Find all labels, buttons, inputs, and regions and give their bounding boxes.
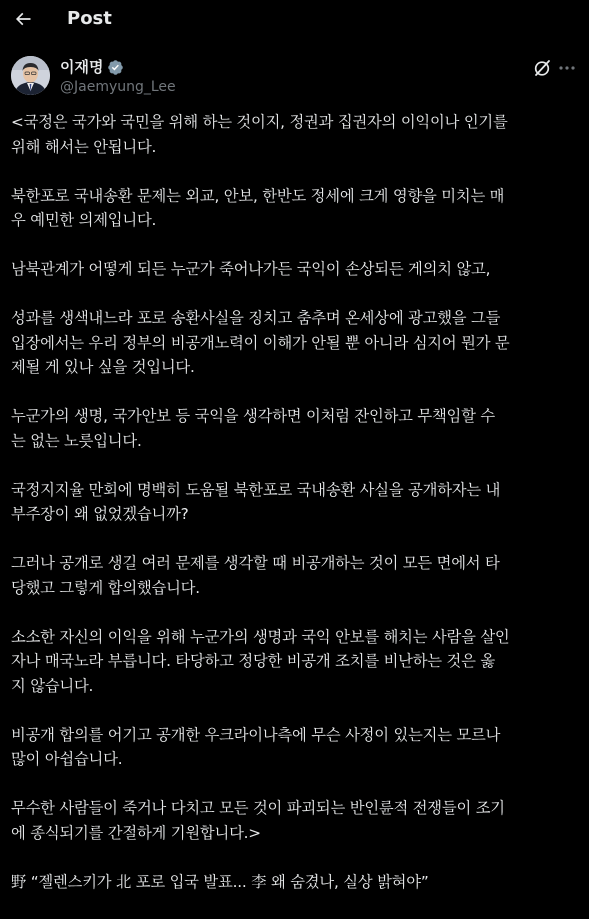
post-text-line: 지 않습니다. [11,676,94,695]
post-paragraph [11,306,581,380]
avatar[interactable] [11,56,50,95]
more-options-button[interactable] [556,58,578,78]
post-text-line: 자나 매국노라 부릅니다. 타당하고 정당한 비공개 조치를 비난하는 것은 옳 [11,652,495,670]
post-paragraph [11,257,581,282]
post-text-line: 부주장이 왜 없었겠습니까? [11,505,189,523]
post-paragraph [11,551,581,600]
post-text-line: 비공개 합의를 어기고 공개한 우크라이나측에 무슨 사정이 있는지는 모르나 [11,725,501,744]
post-paragraph [11,110,581,159]
post-text-line: <국정은 국가와 국민을 위해 하는 것이지, 정권과 집권자의 이익이나 인기를 [11,113,508,131]
post-paragraph [11,796,581,845]
verified-badge-icon [107,59,124,76]
author-name-row [60,57,124,77]
grok-icon[interactable] [532,58,552,78]
post-paragraph [11,723,581,772]
post-text-line: 무수한 사람들이 죽거나 다치고 모든 것이 파괴되는 반인륜적 전쟁들이 조기 [11,799,505,817]
top-bar [0,0,589,40]
post-text-line: 제될 게 있나 싶을 것입니다. [11,358,195,376]
post-paragraph [11,625,581,699]
post-text-line: 는 없는 노릇입니다. [11,431,142,450]
post-text [11,110,581,919]
post-paragraph [11,404,581,453]
post-text-line: 당했고 그렇게 합의했습니다. [11,578,200,597]
post-text-line: 에 종식되기를 간절하게 기원합니다.> [11,823,261,842]
author-name[interactable]: 이재명 [60,58,104,76]
post-text-line: 남북관계가 어떻게 되든 누군가 죽어나가든 국익이 손상되든 게의치 않고, [11,260,491,278]
arrow-left-icon [13,9,33,29]
post-text-line: 많이 아쉽습니다. [11,750,123,768]
post-text-line: 野 “젤렌스키가 北 포로 입국 발표... 李 왜 숨겼나, 실상 밝혀야” [11,872,429,891]
more-horizontal-icon [558,65,576,71]
post-text-line: 성과를 생색내느라 포로 송환사실을 징치고 춤추며 온세상에 광고했을 그들 [11,309,501,327]
post-text-line: 북한포로 국내송환 문제는 외교, 안보, 한반도 정세에 크게 영향을 미치는 매 [11,186,505,205]
post-text-line: 그러나 공개로 생길 여러 문제를 생각할 때 비공개하는 것이 모든 면에서 타 [11,554,500,572]
post-text-line: 입장에서는 우리 정부의 비공개노력이 이해가 안될 뿐 아니라 심지어 뭔가 문 [11,333,510,352]
post-text-line: 국정지지율 만회에 명백히 도움될 북한포로 국내송환 사실을 공개하자는 내 [11,480,501,499]
post-text-line: 우 예민한 의제입니다. [11,211,157,229]
post-text-line: 소소한 자신의 이익을 위해 누군가의 생명과 국익 안보를 해치는 사람을 살인 [11,627,510,646]
post-paragraph [11,184,581,233]
page-title: Post [67,8,112,29]
post-paragraph [11,870,581,895]
author-handle[interactable]: @Jaemyung_Lee [60,79,176,95]
post-text-line: 위해 해서는 안됩니다. [11,137,157,156]
back-button[interactable] [10,6,36,32]
post-paragraph [11,478,581,527]
post-text-line: 누군가의 생명, 국가안보 등 국익을 생각하면 이처럼 잔인하고 무책임할 수 [11,407,495,425]
